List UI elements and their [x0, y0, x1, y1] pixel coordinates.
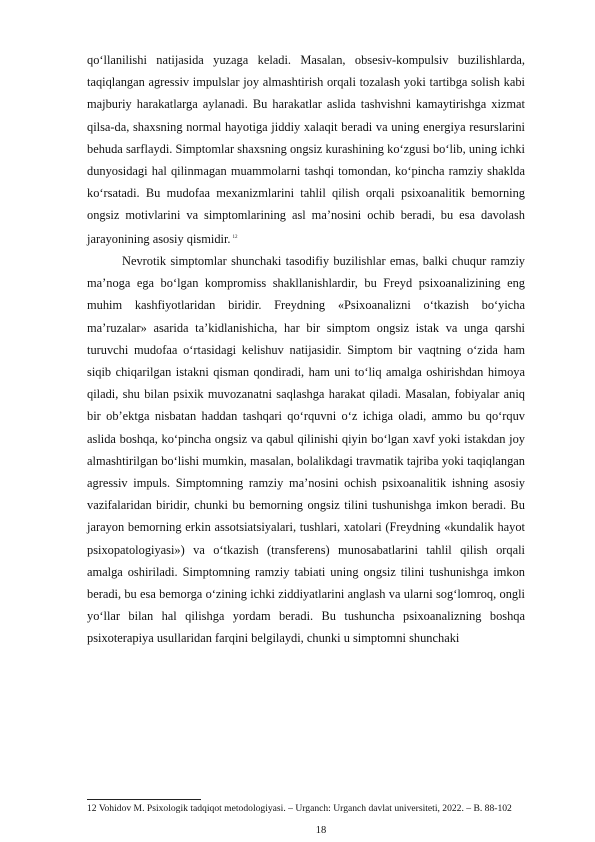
paragraph-text: qo‘llanilishi natijasida yuzaga keladi. Masalan, obsesiv-kompulsiv buzilishlarda, taqiqlangan agressiv impulslar joy almashtirish orqali tozalash yoki tartibga solish kabi majburiy harakatlarga aylanadi. Bu harakatlar aslida tashvishni kamaytirishga xizmat qilsa-da, shaxsning normal hayotiga jiddiy xalaqit beradi va uning energiya resurslarini behuda sarflaydi. Simptomlar shaxsning ongsiz kurashining ko‘zgusi bo‘lib, uning ichki dunyosidagi hal qilinmagan muammolarni tashqi tomondan, ko‘pincha ramziy shaklda ko‘rsatadi. Bu mudofaa mexanizmlarini tahlil qilish orqali psixoanalitik bemorning ongsiz motivlarini va simptomlarining asl ma’nosini ochib beradi, bu esa davolash jarayonining asosiy qismidir.: [87, 53, 525, 246]
footnote-reference[interactable]: 12: [232, 234, 238, 240]
paragraph-symptoms: Nevrotik simptomlar shunchaki tasodifiy buzilishlar emas, balki chuqur ramziy ma’noga ega bo‘lgan kompromiss shakllanishlardir, bu Freyd psixoanalizining eng muhim kashfiyotlaridan biridir. Freydning «Psixoanalizni o‘tkazish bo‘yicha ma’ruzalar» asarida ta’kidlanishicha, har bir simptom ongsiz istak va unga qarshi turuvchi mudofaa o‘rtasidagi kelishuv natijasidir. Simptom bir vaqtning o‘zida ham siqib chiqarilgan istakni qisman qondiradi, ham uni to‘liq amalga oshirishdan himoya qiladi, shu bilan psixik muvozanatni saqlashga harakat qiladi. Masalan, fobiyalar aniq bir ob’ektga nisbatan haddan tashqari qo‘rquvni o‘z ichiga oladi, ammo bu qo‘rquv aslida boshqa, ko‘pincha ongsiz va qabul qilinishi qiyin bo‘lgan xavf yoki istakdan joy almashtirilgan bo‘lishi mumkin, masalan, bolalikdagi travmatik tajriba yoki taqiqlangan agressiv impuls. Simptomning ramziy ma’nosini ochish psixoanalitik ishning asosiy vazifalaridan biridir, chunki bu bemorning ongsiz tilini tushunishga imkon beradi. Bu jarayon bemorning erkin assotsiatsiyalari, tushlari, xatolari (Freydning «kundalik hayot psixopatologiyasi») va o‘tkazish (transferens) munosabatlarini tahlil qilish orqali amalga oshiriladi. Simptomning ramziy tabiati uning ongsiz tilini tushunishga imkon beradi, bu esa bemorga o‘zining ichki ziddiyatlarini anglash va ularni sog‘lomroq, ongli yo‘llar bilan hal qilishga yordam beradi. Bu tushuncha psixoanalizning boshqa psixoterapiya usullaridan farqini belgilaydi, chunki u simptomni shunchaki: [87, 253, 525, 646]
footnote-separator: [87, 799, 201, 800]
paragraph-continuation: [87, 49, 525, 250]
footnote: 12 Vohidov M. Psixologik tadqiqot metodologiyasi. – Urganch: Urganch davlat universiteti, 2022. – B. 88-102: [87, 803, 512, 814]
page-number: 18: [315, 825, 327, 836]
body-text: [87, 49, 525, 650]
